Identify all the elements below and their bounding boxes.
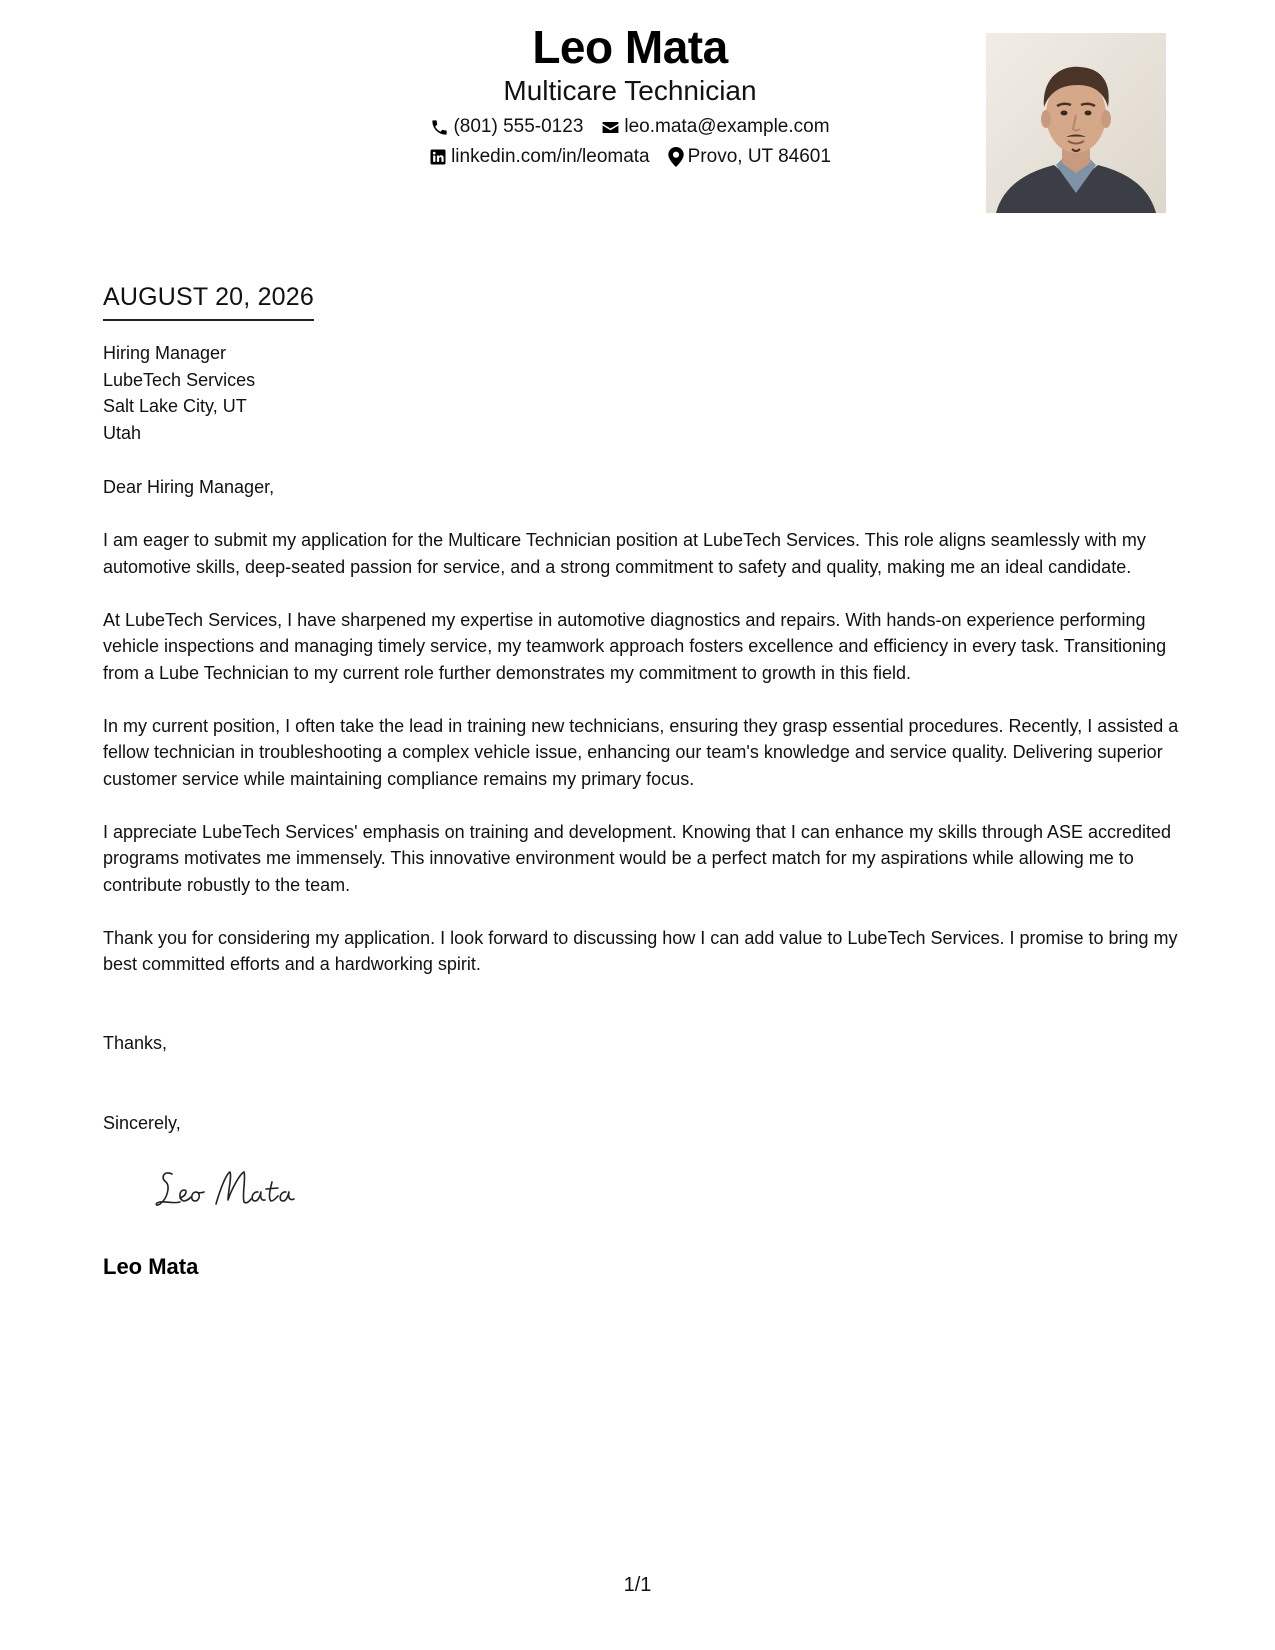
recipient-line: Salt Lake City, UT	[103, 396, 247, 416]
body-paragraph: In my current position, I often take the lead in training new technicians, ensuring they grasp essential procedures. Recently, I assisted a fellow technician in troubleshooting a complex vehicle issue, enhancing our team's knowledge and service quality. Delivering superior customer service while maintaining compliance remains my primary focus.	[103, 715, 1179, 789]
handwritten-signature	[150, 1160, 320, 1216]
recipient-block	[103, 340, 1183, 446]
page-number: 1/1	[623, 1574, 652, 1596]
email-contact	[601, 112, 829, 142]
email-address: leo.mata@example.com	[624, 116, 830, 137]
location-contact	[668, 142, 831, 172]
location-text: Provo, UT 84601	[687, 146, 831, 167]
map-pin-icon	[668, 147, 684, 167]
closing-sincerely: Sincerely,	[103, 1113, 181, 1133]
phone-number: (801) 555-0123	[453, 116, 584, 137]
applicant-photo	[986, 33, 1166, 213]
signer-name: Leo Mata	[103, 1254, 199, 1279]
letter-body	[103, 527, 1183, 1004]
linkedin-contact	[429, 142, 650, 172]
letter-date: AUGUST 20, 2026	[103, 280, 314, 321]
recipient-line: Hiring Manager	[103, 343, 227, 363]
applicant-job-title: Multicare Technician	[503, 75, 757, 106]
linkedin-url: linkedin.com/in/leomata	[451, 146, 650, 167]
body-paragraph: Thank you for considering my application. I look forward to discussing how I can add value to LubeTech Services. I promise to bring my best committed efforts and a hardworking spirit.	[103, 927, 1178, 974]
applicant-name: Leo Mata	[532, 21, 728, 73]
salutation: Dear Hiring Manager,	[103, 477, 275, 497]
envelope-icon	[601, 118, 620, 137]
body-paragraph: I appreciate LubeTech Services' emphasis on training and development. Knowing that I can enhance my skills through ASE accredited programs motivates me immensely. This innovative environment would be a perfect match for my aspirations while allowing me to contribute robustly to the team.	[103, 821, 1172, 895]
recipient-line: LubeTech Services	[103, 369, 256, 390]
linkedin-icon	[429, 148, 447, 166]
phone-icon	[430, 118, 449, 137]
body-paragraph: I am eager to submit my application for the Multicare Technician position at LubeTech Services. This role aligns seamlessly with my automotive skills, deep-seated passion for service, and a strong commitment to safety and quality, making me an ideal candidate.	[103, 530, 1146, 577]
body-paragraph: At LubeTech Services, I have sharpened my expertise in automotive diagnostics and repairs. With hands-on experience performing vehicle inspections and managing timely service, my teamwork approach fosters excellence and efficiency in every task. Transitioning from a Lube Technician to my current role further demonstrates my commitment to growth in this field.	[103, 609, 1167, 683]
recipient-line: Utah	[103, 422, 142, 443]
closing-thanks: Thanks,	[103, 1033, 168, 1053]
phone-contact	[430, 112, 583, 142]
